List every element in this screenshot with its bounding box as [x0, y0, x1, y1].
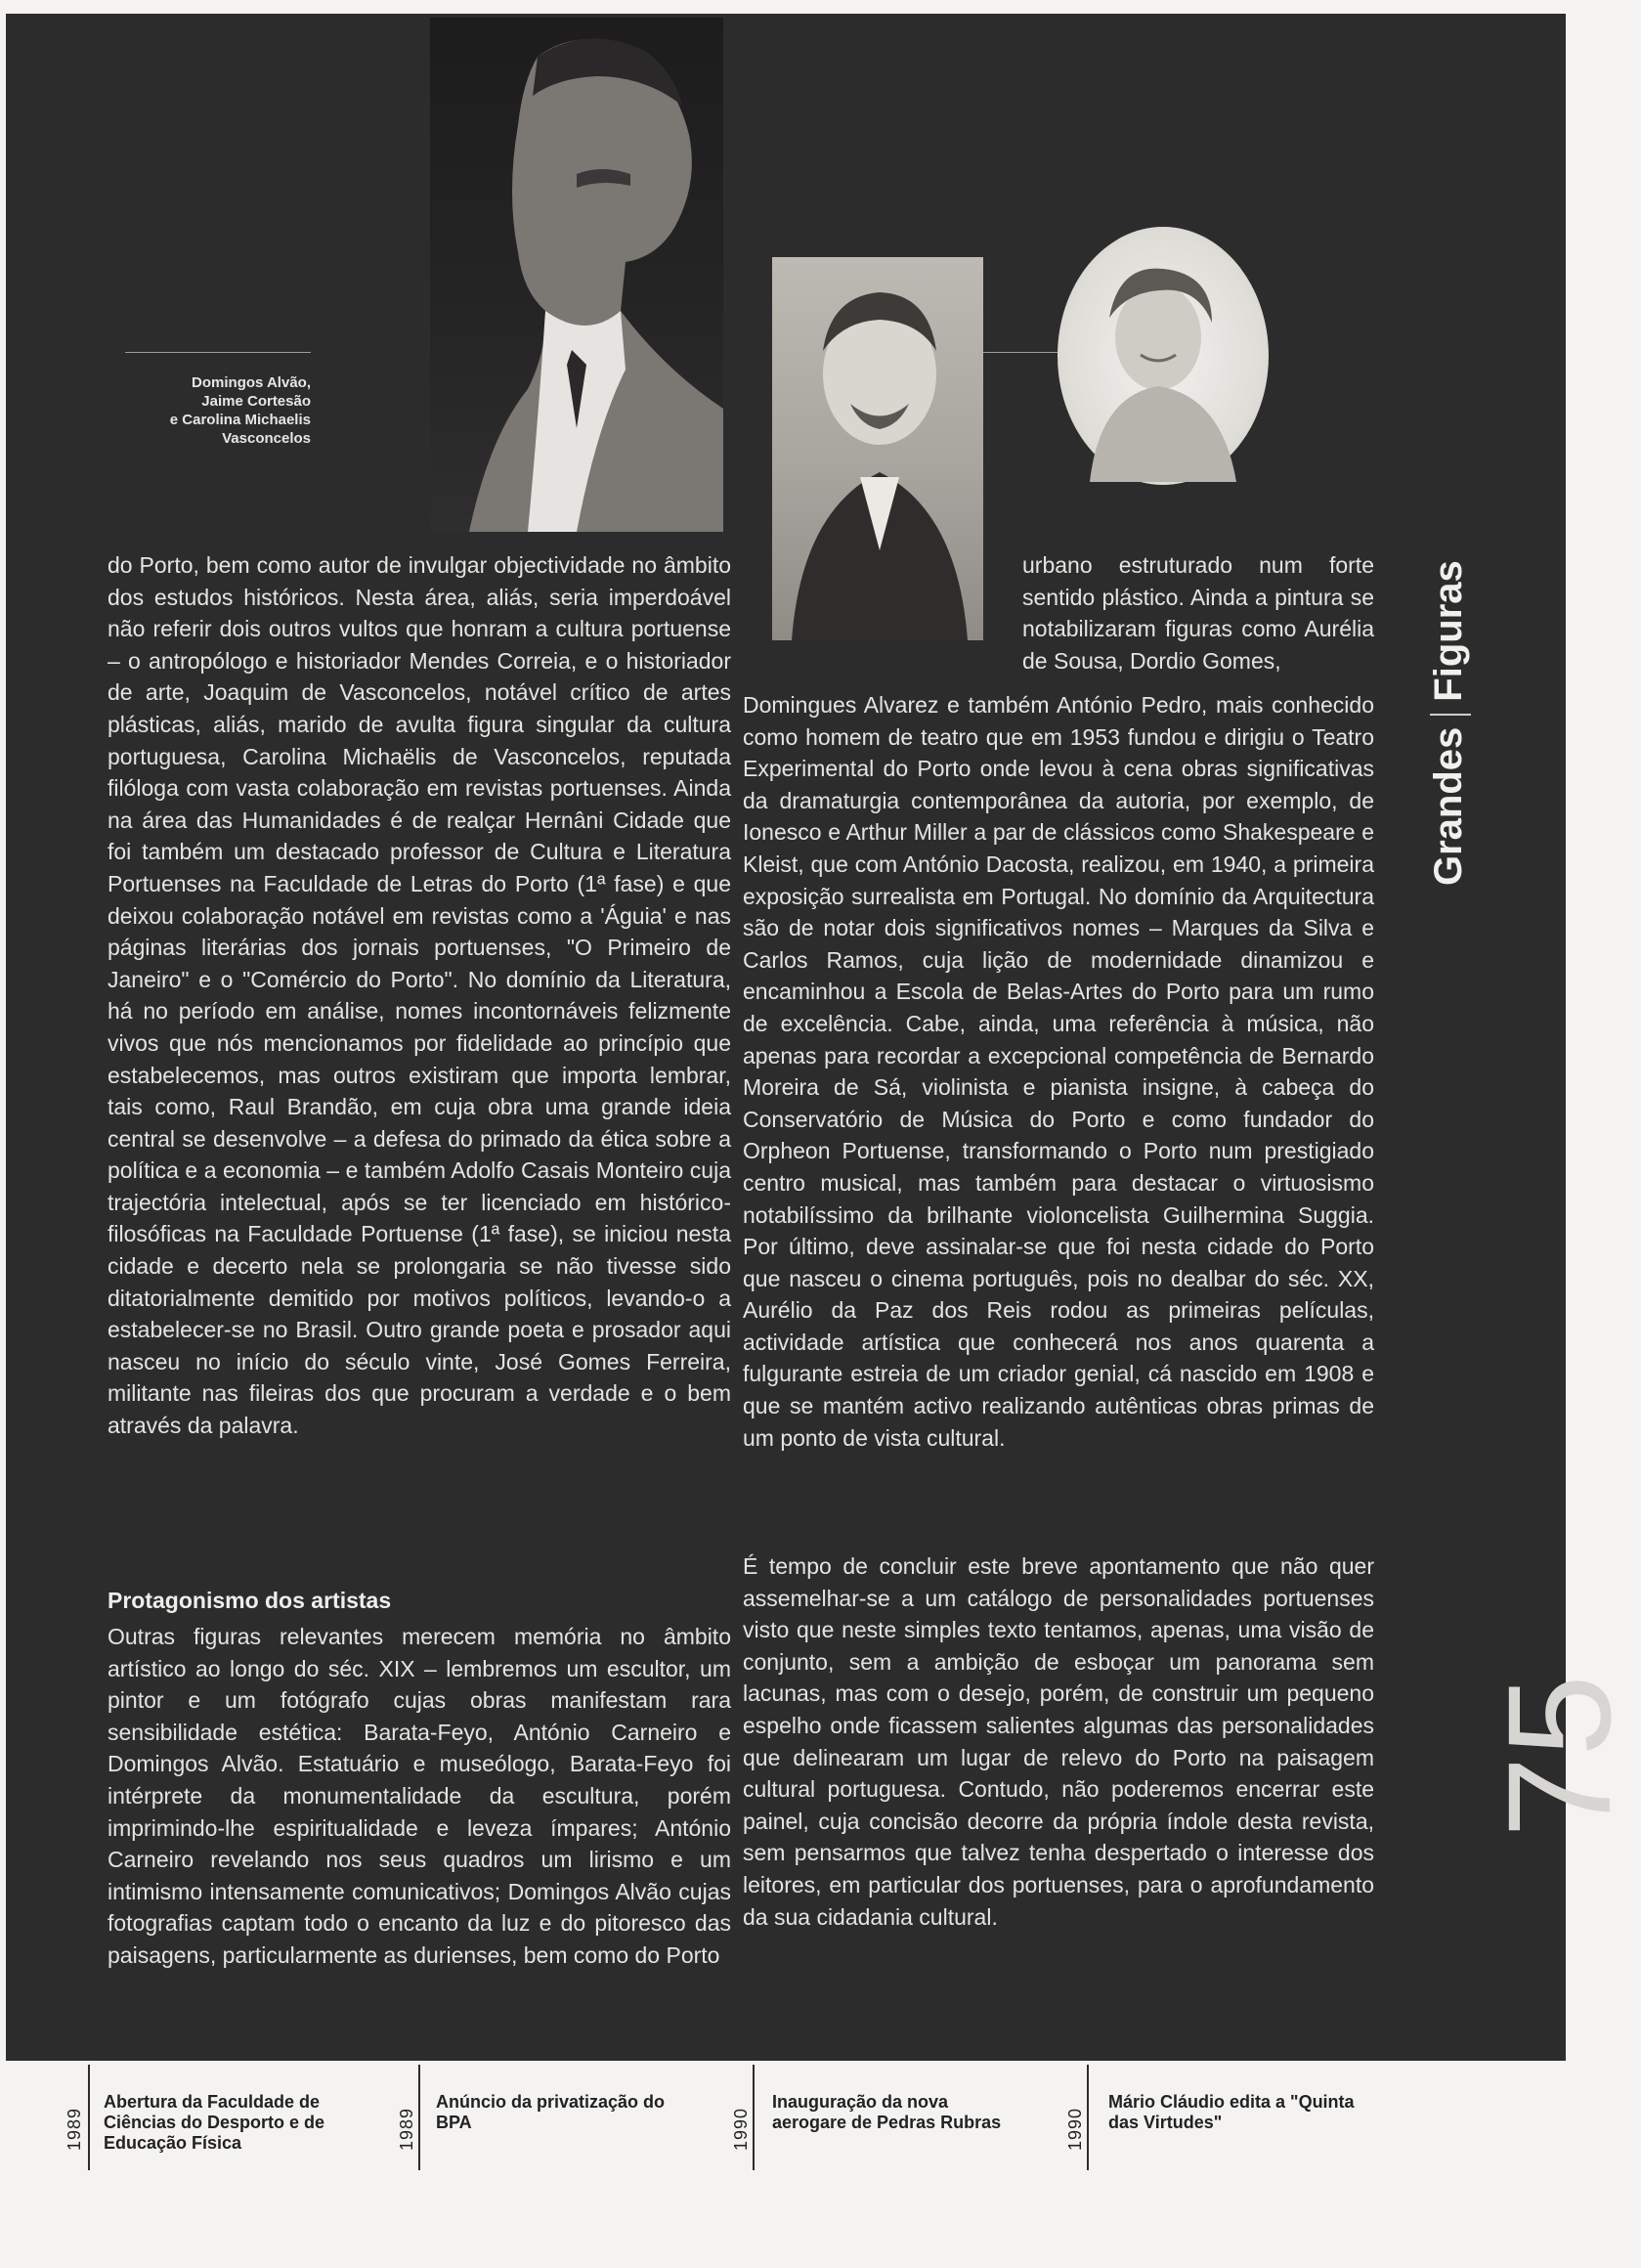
timeline-event: Mário Cláudio edita a "Quinta das Virtudes": [1108, 2092, 1355, 2132]
caption-rule-left: [125, 352, 311, 353]
body-paragraph: É tempo de concluir este breve apontamento que não quer assemelhar-se a um catálogo de personalidades portuenses visto que neste simples texto tentamos, apenas, uma visão de conjunto, sem a ambição de esboçar um panorama sem lacunas, mas com o desejo, porém, de construir um pequeno espelho onde ficassem salientes algumas das personalidades que delinearam um lugar de relevo do Porto na paisagem cultural portuguesa. Contudo, não poderemos encerrar este painel, cuja concisão decorre da própria índole desta revista, sem pensarmos que talvez tenha despertado o interesse dos leitores, em particular dos portuenses, para o aprofundamento da sua cidadania cultural.: [743, 1553, 1374, 1930]
right-column-bottom: [743, 1550, 1374, 1933]
timeline-year: 1990: [731, 2107, 751, 2151]
right-column-middle: [743, 689, 1374, 1454]
photo-carolina-michaelis: [1058, 227, 1269, 485]
timeline-year: 1989: [65, 2107, 84, 2151]
caption-rule-right: [983, 352, 1058, 353]
left-column-bottom: [108, 1621, 731, 1972]
left-column-top: [108, 549, 731, 1442]
section-title-divider: [1430, 714, 1471, 716]
section-title: [1427, 560, 1471, 886]
timeline-event: Anúncio da privatização do BPA: [436, 2092, 666, 2132]
timeline-event: Inauguração da nova aerogare de Pedras Rubras: [772, 2092, 1002, 2132]
body-paragraph: do Porto, bem como autor de invulgar objectividade no âmbito dos estudos históricos. Nesta área, aliás, seria imperdoável não referir dois outros vultos que honram a cultura portuense – o antropólogo e historiador Mendes Correia, e o historiador de arte, Joaquim de Vasconcelos, notável crítico de artes plásticas, aliás, marido de avulta figura singular da cultura portuguesa, Carolina Michaëlis de Vasconcelos, reputada filóloga com vasta colaboração em revistas portuenses. Ainda na área das Humanidades é de realçar Hernâni Cidade que foi também um destacado professor de Cultura e Literatura Portuenses na Faculdade de Letras do Porto (1ª fase) e que deixou colaboração notável em revistas como a 'Águia' e nas páginas literárias dos jornais portuenses, "O Primeiro de Janeiro" e o "Comércio do Porto". No domínio da Literatura, há no período em análise, nomes incontornáveis felizmente vivos que nós mencionamos por fidelidade ao princípio que estabelecemos, mas outros existiram que importa lembrar, tais como, Raul Brandão, em cuja obra uma grande ideia central se desenvolve – a defesa do primado da ética sobre a política e a economia – e também Adolfo Casais Monteiro cuja trajectória intelectual, após se ter licenciado em histórico-filosóficas na Faculdade Portuense (1ª fase), se iniciou nesta cidade e decerto nela se prolongaria se não tivesse sido ditatorialmente demitido por motivos políticos, levando-o a estabelecer-se no Brasil. Outro grande poeta e prosador aqui nasceu no início do século vinte, José Gomes Ferreira, militante nas fileiras dos que procuram a verdade e o bem através da palavra.: [108, 552, 731, 1439]
top-margin: [0, 0, 1606, 14]
photo-jaime-cortesao: [772, 257, 983, 640]
caption-line: Jaime Cortesão: [201, 393, 311, 410]
timeline-divider: [1087, 2065, 1089, 2170]
timeline-year: 1989: [397, 2107, 416, 2151]
body-paragraph: urbano estruturado num forte sentido plástico. Ainda a pintura se notabilizaram figuras como Aurélia de Sousa, Dordio Gomes,: [1022, 552, 1374, 674]
caption-line: Domingos Alvão,: [192, 374, 311, 391]
caption-line: Vasconcelos: [222, 430, 311, 447]
body-paragraph: Outras figuras relevantes merecem memória no âmbito artístico ao longo do séc. XIX – lembremos um escultor, um pintor e um fotógrafo cujas obras manifestam rara sensibilidade estética: Barata-Feyo, António Carneiro e Domingos Alvão. Estatuário e museólogo, Barata-Feyo foi intérprete da monumentalidade da escultura, porém imprimindo-lhe espiritualidade e leveza ímpares; António Carneiro revelando nos seus quadros um lirismo e um intimismo intensamente comunicativos; Domingos Alvão cujas fotografias captam todo o encanto da luz e do pitoresco das paisagens, particularmente as durienses, bem como do Porto: [108, 1624, 731, 1968]
timeline-divider: [753, 2065, 755, 2170]
photo-domingos-alvao: [430, 18, 723, 532]
section-title-bold: Grandes: [1427, 726, 1470, 886]
section-title-light: Figuras: [1427, 560, 1470, 702]
timeline-event: Abertura da Faculdade de Ciências do Desporto e de Educação Física: [104, 2092, 325, 2153]
subhead-protagonismo: Protagonismo dos artistas: [108, 1588, 392, 1613]
timeline-divider: [418, 2065, 420, 2170]
caption-line: e Carolina Michaelis: [169, 412, 311, 428]
photo-caption: [147, 373, 311, 448]
timeline-divider: [88, 2065, 90, 2170]
body-paragraph: Domingues Alvarez e também António Pedro, mais conhecido como homem de teatro que em 1953 fundou e dirigiu o Teatro Experimental do Porto onde levou à cena obras significativas da dramaturgia contemporânea da autoria, por exemplo, de Ionesco e Arthur Miller a par de clássicos como Shakespeare e Kleist, que com António Dacosta, realizou, em 1940, a primeira exposição surrealista em Portugal. No domínio da Arquitectura são de notar dois significativos nomes – Marques da Silva e Carlos Ramos, cuja lição de modernidade dinamizou e encaminhou a Escola de Belas-Artes do Porto para um rumo de excelência. Cabe, ainda, uma referência à música, não apenas para recordar a excepcional competência de Bernardo Moreira de Sá, violinista e pianista insigne, à cabeça do Conservatório de Música do Porto e como fundador do Orpheon Portuense, transformando o Porto num prestigiado centro musical, mas também para destacar o virtuosismo notabilíssimo da brilhante violoncelista Guilhermina Suggia. Por último, deve assinalar-se que foi nesta cidade do Porto que nasceu o cinema português, pois no dealbar do séc. XX, Aurélio da Paz dos Reis rodou as primeiras películas, actividade artística que conhecerá nos anos quarenta a fulgurante estreia de um criador genial, cá nascido em 1908 e que se mantém activo realizando autênticas obras primas de um ponto de vista cultural.: [743, 692, 1374, 1451]
right-column-top: [1022, 549, 1374, 676]
page-number: 75: [1477, 1675, 1641, 1838]
timeline-year: 1990: [1065, 2107, 1085, 2151]
